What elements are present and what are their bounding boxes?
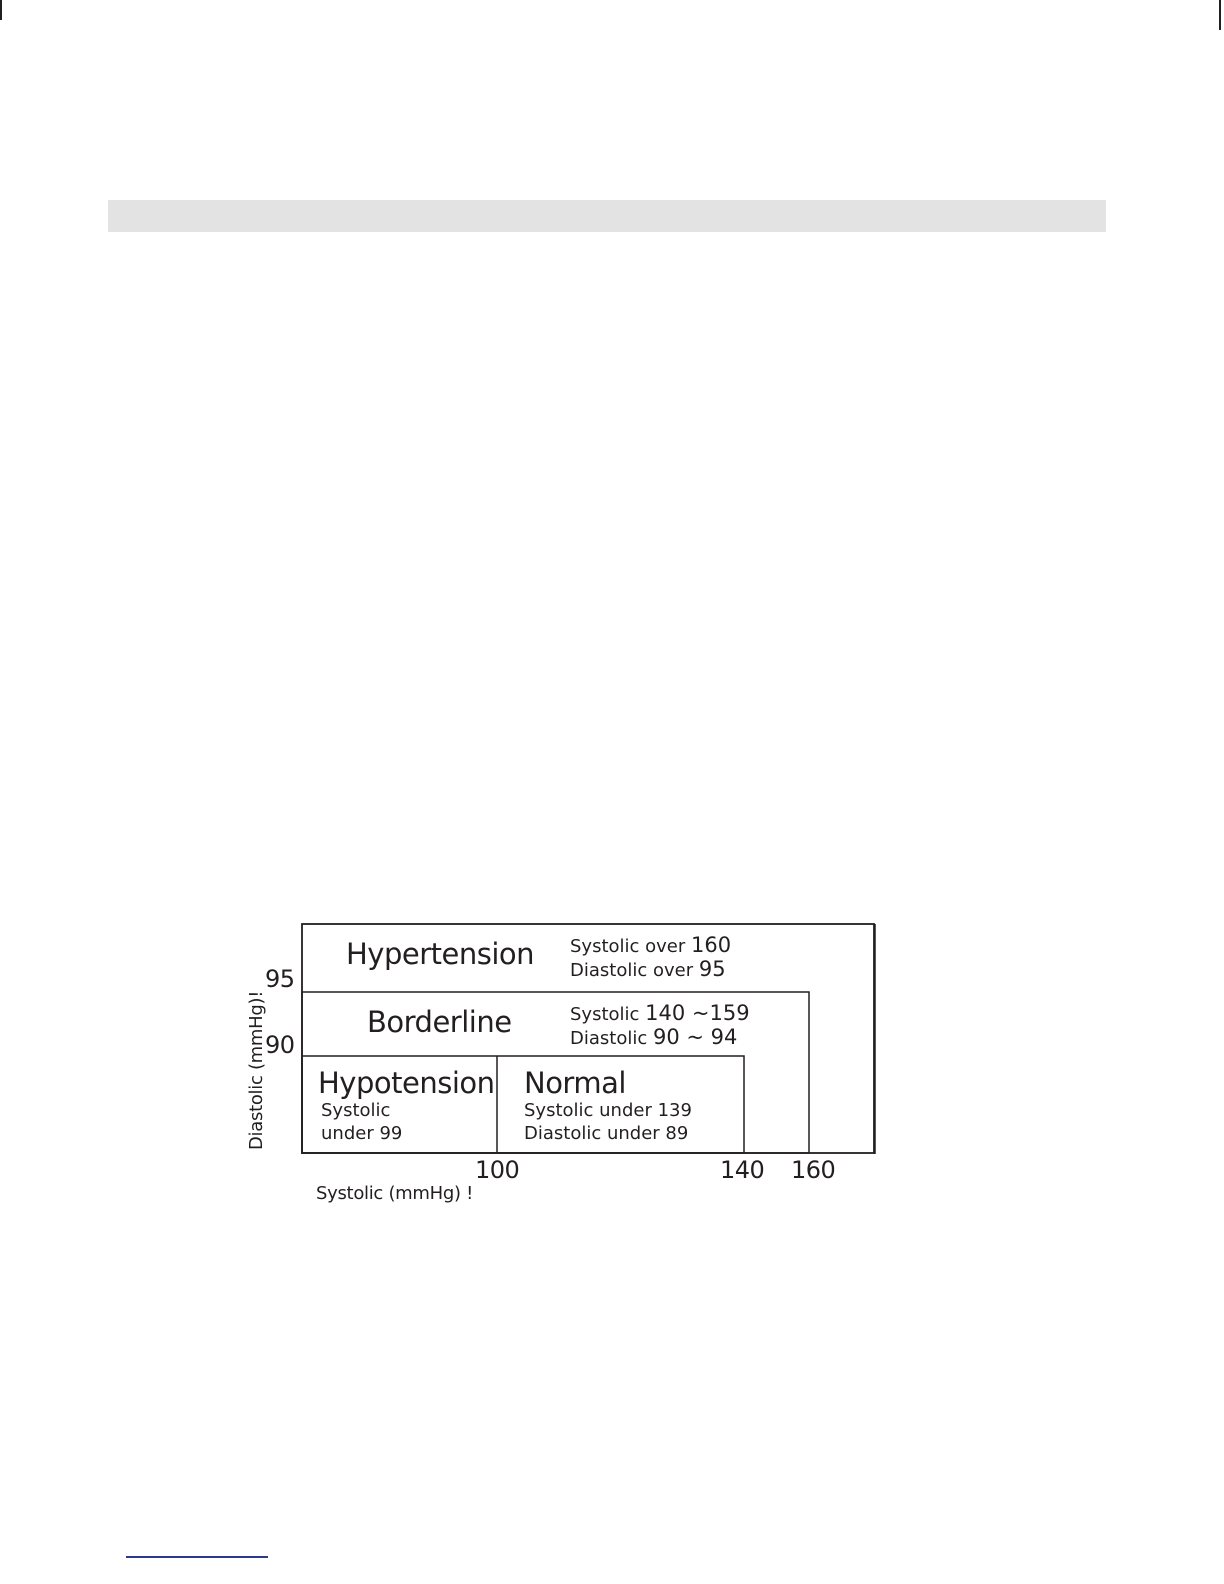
hypertension-title: Hypertension (346, 937, 535, 971)
x-axis-title: Systolic (mmHg) ! (316, 1183, 474, 1204)
borderline-title: Borderline (367, 1005, 512, 1039)
hypertension-diastolic-label: Diastolic over (570, 960, 699, 981)
borderline-detail (570, 1002, 750, 1050)
normal-line-1: Systolic under 139 (524, 1100, 692, 1121)
normal-line-2: Diastolic under 89 (524, 1123, 689, 1144)
y-tick-90: 90 (265, 1031, 295, 1059)
x-tick-140: 140 (720, 1156, 765, 1184)
hypertension-diastolic-value: 95 (698, 957, 726, 981)
left-margin-rule (0, 0, 2, 20)
x-tick-160: 160 (791, 1156, 836, 1184)
hypotension-title: Hypotension (318, 1066, 495, 1100)
borderline-systolic-value: 140 ~159 (645, 1001, 750, 1025)
hypertension-systolic-value: 160 (691, 933, 732, 957)
blood-pressure-classification-diagram (230, 915, 890, 1215)
hypertension-detail (570, 934, 731, 982)
right-margin-rule (1219, 0, 1221, 30)
borderline-diastolic-value: 90 ~ 94 (652, 1025, 738, 1049)
borderline-diastolic-label: Diastolic (570, 1028, 653, 1049)
section-header-bar (108, 200, 1106, 232)
borderline-systolic-label: Systolic (570, 1004, 646, 1025)
y-tick-95: 95 (265, 965, 295, 993)
hypotension-line-1: Systolic (321, 1100, 391, 1121)
normal-title: Normal (524, 1066, 626, 1100)
hypotension-line-2: under 99 (321, 1123, 403, 1144)
hypertension-systolic-label: Systolic over (570, 936, 692, 957)
normal-detail (524, 1099, 692, 1145)
y-axis-title: Diastolic (mmHg)! (246, 990, 267, 1150)
footer-link-underline (126, 1556, 268, 1558)
hypotension-detail (321, 1099, 402, 1145)
x-tick-100: 100 (475, 1156, 520, 1184)
